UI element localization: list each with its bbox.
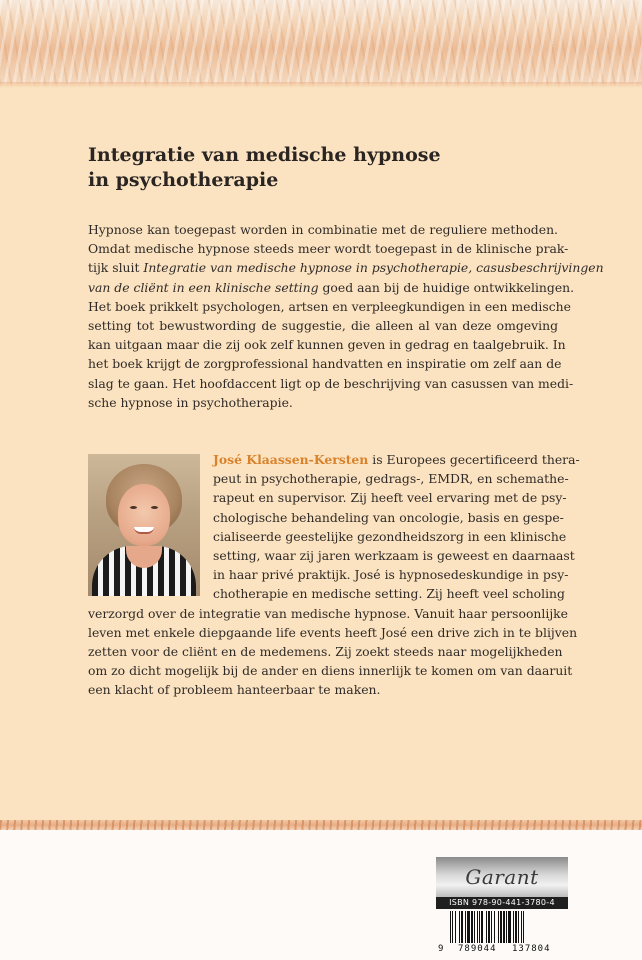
author-bio bbox=[88, 450, 580, 700]
book-title bbox=[88, 143, 558, 193]
bio-line: zetten voor de cliënt en de medemens. Zij zoekt steeds naar mogelijkheden bbox=[88, 644, 563, 660]
bio-line: chologische behandeling van oncologie, basis en gespe- bbox=[213, 509, 564, 525]
barcode-digits-left: 789044 bbox=[458, 944, 497, 954]
book-title-line-2: in psychotherapie bbox=[88, 169, 279, 191]
book-title-line-1: Integratie van medische hypnose bbox=[88, 144, 441, 166]
intro-line bbox=[88, 278, 575, 297]
publisher-logo bbox=[436, 857, 568, 897]
intro-line: Omdat medische hypnose steeds meer wordt toegepast in de klinische prak- bbox=[88, 241, 569, 257]
intro-line: slag te gaan. Het hoofdaccent ligt op de beschrijving van casussen van medi- bbox=[88, 375, 574, 391]
intro-line bbox=[88, 258, 604, 277]
author-name: José Klaassen-Kersten bbox=[213, 452, 369, 467]
intro-line: Hypnose kan toegepast worden in combinatie met de reguliere methoden. bbox=[88, 222, 558, 237]
bio-line: leven met enkele diepgaande life events heeft José een drive zich in te blijven bbox=[88, 624, 578, 640]
bio-line: chotherapie en medische setting. Zij heeft veel scholing bbox=[213, 586, 565, 602]
isbn-number: ISBN 978-90-441-3780-4 bbox=[436, 897, 568, 909]
barcode-icon bbox=[450, 911, 562, 943]
barcode-digit-lead: 9 bbox=[438, 944, 444, 954]
bio-line: verzorgd over de integratie van medische hypnose. Vanuit haar persoonlijke bbox=[88, 605, 568, 621]
intro-book-title-italic: Integratie van medische hypnose in psychotherapie, casusbeschrijvingen bbox=[143, 260, 604, 276]
bio-line: in haar privé praktijk. José is hypnosedeskundige in psy- bbox=[213, 567, 569, 583]
decorative-top-band bbox=[0, 0, 642, 88]
intro-text: goed aan bij de huidige ontwikkelingen. bbox=[318, 279, 575, 295]
intro-line: kan uitgaan maar die zij ook zelf kunnen geven in gedrag en taalgebruik. In bbox=[88, 337, 566, 353]
barcode-digits-right: 137804 bbox=[512, 944, 551, 954]
bio-line: een klacht of probleem hanteerbaar te maken. bbox=[88, 682, 381, 698]
intro-paragraph bbox=[88, 220, 604, 412]
publisher-logo-text: Garant bbox=[465, 865, 539, 889]
isbn-barcode-block bbox=[436, 857, 568, 955]
intro-line: setting tot bewustwording de suggestie, die alleen al van deze omgeving bbox=[88, 318, 558, 334]
bio-line bbox=[213, 450, 580, 469]
decorative-divider-band bbox=[0, 820, 642, 830]
bio-line: cialiseerde geestelijke gezondheidszorg in een klinische bbox=[213, 528, 567, 544]
intro-line: het boek krijgt de zorgprofessional handvatten en inspiratie om zelf aan de bbox=[88, 356, 562, 372]
intro-line: Het boek prikkelt psychologen, artsen en verpleegkundigen in een medische bbox=[88, 298, 571, 314]
bio-line: om zo dicht mogelijk bij de ander en diens innerlijk te komen om van daaruit bbox=[88, 663, 573, 679]
barcode-digits bbox=[436, 943, 568, 955]
bio-line: setting, waar zij jaren werkzaam is geweest en daarnaast bbox=[213, 548, 575, 564]
intro-book-subtitle-italic: van de cliënt in een klinische setting bbox=[88, 279, 319, 295]
intro-line: sche hypnose in psychotherapie. bbox=[88, 394, 293, 410]
intro-text: tijk sluit bbox=[88, 260, 144, 276]
bio-text: is Europees gecertificeerd thera- bbox=[368, 452, 580, 467]
bio-line: rapeut en supervisor. Zij heeft veel ervaring met de psy- bbox=[213, 490, 567, 506]
bio-line: peut in psychotherapie, gedrags-, EMDR, en schemathe- bbox=[213, 471, 569, 487]
